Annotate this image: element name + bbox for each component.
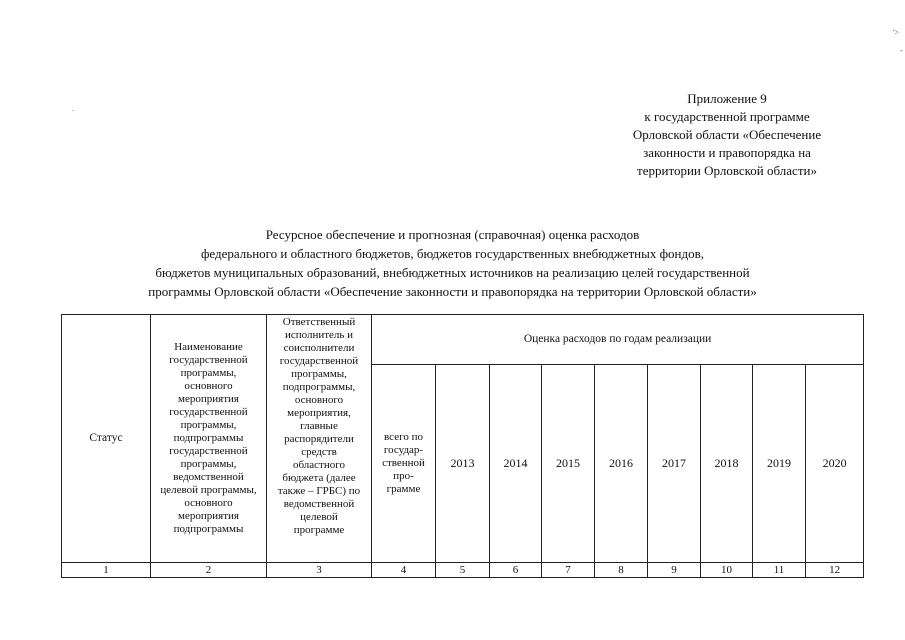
header-text-line: основного bbox=[294, 394, 344, 406]
header-text-line: государственной bbox=[169, 406, 248, 418]
column-number: 12 bbox=[806, 563, 864, 578]
header-text-line: основного bbox=[184, 380, 233, 392]
header-year: 2013 bbox=[436, 365, 490, 563]
header-text-line: государственной bbox=[169, 354, 248, 366]
header-year: 2014 bbox=[490, 365, 542, 563]
header-text-line: исполнитель и bbox=[284, 329, 354, 341]
header-year: 2019 bbox=[753, 365, 806, 563]
header-total bbox=[372, 365, 436, 563]
header-text-line: государственной bbox=[279, 355, 359, 367]
header-text-line: про- bbox=[393, 470, 414, 482]
column-number: 9 bbox=[648, 563, 701, 578]
column-number: 6 bbox=[490, 563, 542, 578]
header-text-line: программы, bbox=[180, 419, 237, 431]
header-text-line: Ответственный bbox=[282, 316, 356, 328]
title-line: Ресурсное обеспечение и прогнозная (справочная) оценка расходов bbox=[265, 227, 640, 242]
header-text-line: государственной bbox=[169, 445, 248, 457]
column-number: 7 bbox=[542, 563, 595, 578]
header-text-line: грамме bbox=[386, 483, 421, 495]
header-text-line: мероприятия, bbox=[287, 407, 351, 419]
column-number: 5 bbox=[436, 563, 490, 578]
header-status: Статус bbox=[62, 315, 151, 563]
header-text-line: областного bbox=[292, 459, 345, 471]
column-number: 4 bbox=[372, 563, 436, 578]
header-text-line: целевой bbox=[300, 511, 338, 523]
header-text-line: программы, bbox=[180, 458, 237, 470]
title-line: программы Орловской области «Обеспечение законности и правопорядка на территории Орловской области» bbox=[148, 284, 757, 299]
header-text-line: также – ГРБС) по bbox=[277, 485, 361, 497]
header-expenditure-estimate: Оценка расходов по годам реализации bbox=[372, 315, 864, 365]
header-executor bbox=[267, 315, 372, 563]
header-text-line: ведомственной bbox=[283, 498, 355, 510]
header-text-line: программе bbox=[293, 524, 345, 536]
header-text-line: государ- bbox=[383, 444, 424, 456]
appendix-line: законности и правопорядка на bbox=[643, 145, 811, 160]
header-program-name bbox=[151, 315, 267, 563]
appendix-line: к государственной программе bbox=[644, 109, 810, 124]
appendix-line: Орловской области «Обеспечение bbox=[632, 127, 822, 142]
column-number: 2 bbox=[151, 563, 267, 578]
header-text-line: основного bbox=[184, 497, 233, 509]
header-text-line: подпрограммы bbox=[173, 523, 244, 535]
header-text-line: подпрограммы, bbox=[282, 381, 356, 393]
header-year: 2018 bbox=[701, 365, 753, 563]
header-text-line: подпрограммы bbox=[173, 432, 244, 444]
header-text-line: главные bbox=[300, 420, 338, 432]
header-text-line: распорядители bbox=[284, 433, 354, 445]
header-year: 2020 bbox=[806, 365, 864, 563]
header-text-line: бюджета (далее bbox=[282, 472, 356, 484]
header-text-line: программы, bbox=[180, 367, 237, 379]
expenditure-table bbox=[61, 314, 864, 578]
appendix-line: территории Орловской области» bbox=[637, 163, 817, 178]
title-line: бюджетов муниципальных образований, внебюджетных источников на реализацию целей государственной bbox=[155, 265, 750, 280]
header-text-line: всего по bbox=[384, 431, 423, 443]
header-year: 2017 bbox=[648, 365, 701, 563]
header-text-line: средств bbox=[301, 446, 337, 458]
column-number: 1 bbox=[62, 563, 151, 578]
header-year: 2016 bbox=[595, 365, 648, 563]
header-text-line: Наименование bbox=[174, 341, 243, 353]
document-title bbox=[40, 225, 865, 301]
column-number: 3 bbox=[267, 563, 372, 578]
header-text-line: целевой программы, bbox=[160, 484, 257, 496]
header-text-line: ведомственной bbox=[173, 471, 244, 483]
scan-speck: . bbox=[72, 104, 74, 113]
column-number: 10 bbox=[701, 563, 753, 578]
appendix-header bbox=[600, 90, 854, 180]
scan-speck: '> bbox=[893, 28, 899, 37]
appendix-line: Приложение 9 bbox=[687, 91, 767, 106]
scan-speck: - bbox=[900, 46, 903, 55]
header-year: 2015 bbox=[542, 365, 595, 563]
title-line: федерального и областного бюджетов, бюджетов государственных внебюджетных фондов, bbox=[200, 246, 705, 261]
header-text-line: соисполнители bbox=[283, 342, 355, 354]
header-text-line: мероприятия bbox=[178, 393, 239, 405]
column-number: 11 bbox=[753, 563, 806, 578]
header-text-line: ственной bbox=[382, 457, 425, 469]
column-number: 8 bbox=[595, 563, 648, 578]
header-text-line: программы, bbox=[291, 368, 347, 380]
header-text-line: мероприятия bbox=[178, 510, 239, 522]
